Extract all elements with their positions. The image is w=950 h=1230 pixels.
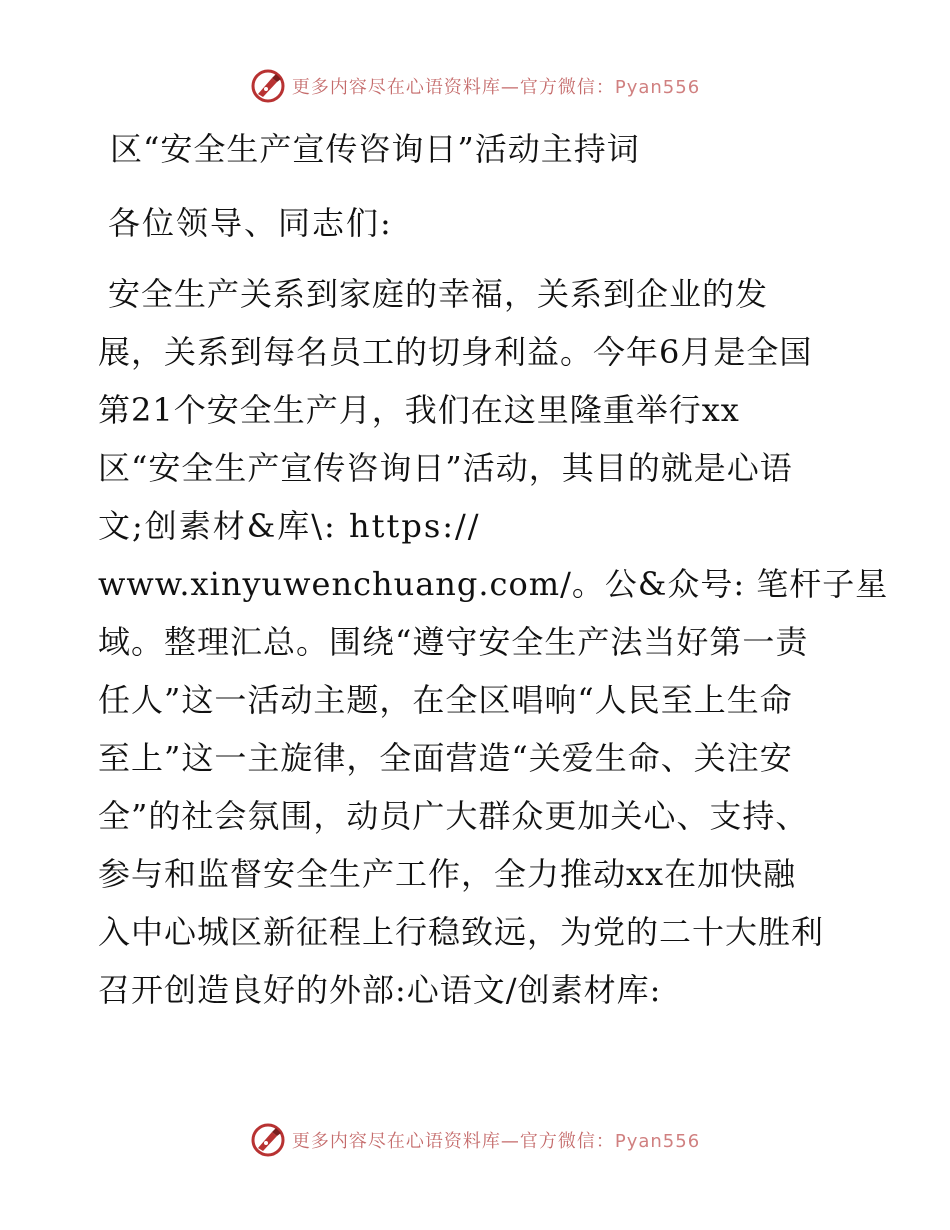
salutation: 各位领导、同志们: [108, 204, 393, 242]
body-line: 安全生产关系到家庭的幸福，关系到企业的发 [108, 275, 769, 313]
body-line: 区“安全生产宣传咨询日”活动，其目的就是心语 [98, 449, 793, 487]
body-line: 参与和监督安全生产工作，全力推动xx在加快融 [98, 855, 797, 893]
pen-nib-logo-icon [250, 68, 286, 104]
body-line: 任人”这一活动主题，在全区唱响“人民至上生命 [98, 681, 793, 719]
body-line: 展，关系到每名员工的切身利益。今年6月是全国 [98, 333, 813, 371]
body-line: 至上”这一主旋律，全面营造“关爱生命、关注安 [98, 739, 793, 777]
body-line: 域。整理汇总。围绕“遵守安全生产法当好第一责 [98, 623, 809, 661]
watermark-handle: Pyan556 [614, 77, 701, 98]
body-line: www.xinyuwenchuang.com/。公&众号: 笔杆子星 [98, 565, 889, 603]
body-text [98, 272, 889, 1026]
document-title: 区“安全生产宣传咨询日”活动主持词 [110, 130, 640, 168]
watermark-text: 更多内容尽在心语资料库—官方微信：Pyan556 [291, 77, 701, 98]
body-line: 第21个安全生产月，我们在这里隆重举行xx [98, 391, 740, 429]
body-line: 召开创造良好的外部:心语文/创素材库: [98, 971, 662, 1009]
body-line: 文;创素材&库\: https:// [98, 507, 481, 545]
footer-watermark [0, 1122, 950, 1158]
watermark-text: 更多内容尽在心语资料库—官方微信：Pyan556 [291, 1131, 701, 1152]
body-line: 全”的社会氛围，动员广大群众更加关心、支持、 [98, 797, 809, 835]
pen-nib-logo-icon [250, 1122, 286, 1158]
body-line: 入中心城区新征程上行稳致远，为党的二十大胜利 [98, 913, 825, 951]
watermark-handle: Pyan556 [614, 1131, 701, 1152]
header-watermark [0, 68, 950, 104]
